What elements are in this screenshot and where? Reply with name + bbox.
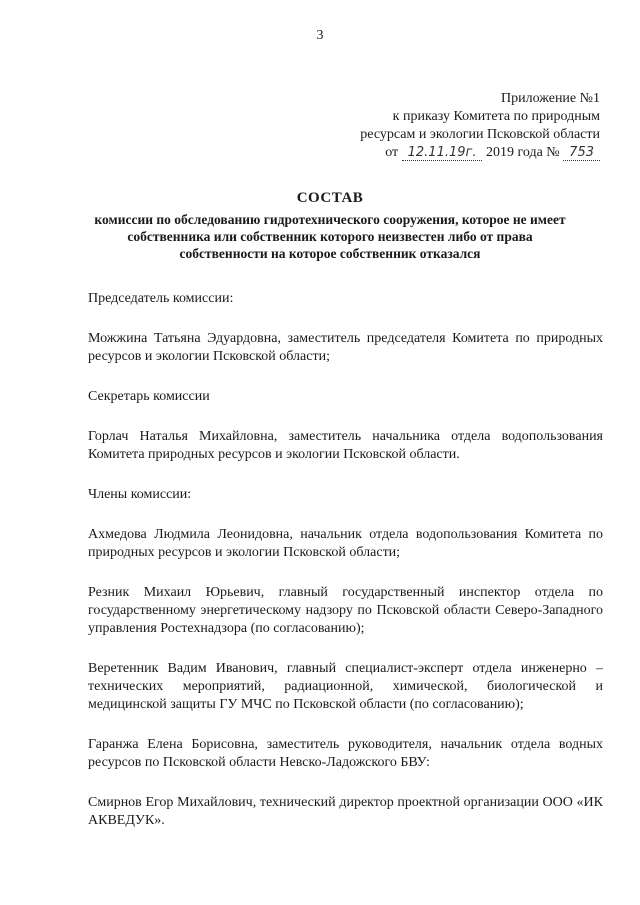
appendix-order-line: к приказу Комитета по природным [392, 109, 600, 124]
date-year: 2019 года № [485, 145, 560, 160]
chairman-heading: Председатель комиссии: [88, 291, 234, 306]
document-subtitle: комиссии по обследованию гидротехнического сооружения, которое не имеет собственника или собственник которого неизвестен либо от права собственности на которое собственник отказался [94, 212, 566, 261]
members-heading: Члены комиссии: [88, 487, 192, 502]
member-entry: Гаранжа Елена Борисовна, заместитель руководителя, начальник отдела водных ресурсов по Псковской области Невско-Ладожского БВУ: [88, 737, 603, 770]
appendix-date-line [300, 144, 600, 162]
chairman-entry: Можжина Татьяна Эдуардовна, заместитель председателя Комитета по природных ресурсов и экологии Псковской области; [88, 331, 603, 364]
appendix-header [300, 90, 600, 162]
document-title: СОСТАВ [296, 190, 364, 206]
appendix-committee-line: ресурсам и экологии Псковской области [360, 127, 600, 142]
member-entry: Ахмедова Людмила Леонидовна, начальник отдела водопользования Комитета по природных ресурсов и экологии Псковской области; [88, 527, 603, 560]
appendix-title: Приложение №1 [501, 91, 600, 106]
title-block [90, 190, 570, 262]
handwritten-date: 12.11.19г. [402, 145, 483, 161]
member-entry: Веретенник Вадим Иванович, главный специалист-эксперт отдела инженерно – технических мероприятий, радиационной, химической, биологической и медицинской защиты ГУ МЧС по Псковской области (по согласованию); [88, 661, 603, 712]
date-prefix: от [385, 145, 399, 160]
secretary-heading: Секретарь комиссии [88, 389, 210, 404]
member-entry: Смирнов Егор Михайлович, технический директор проектной организации ООО «ИК АКВЕДУК». [88, 795, 603, 828]
member-entry: Резник Михаил Юрьевич, главный государственный инспектор отдела по государственному энергетическому надзору по Псковской области Северо-Западного управления Ростехнадзора (по согласованию); [88, 585, 603, 636]
document-body [88, 290, 603, 852]
handwritten-order-number: 753 [563, 145, 600, 161]
secretary-entry: Горлач Наталья Михайловна, заместитель начальника отдела водопользования Комитета природных ресурсов и экологии Псковской области. [88, 429, 603, 462]
page-number: 3 [316, 28, 324, 43]
